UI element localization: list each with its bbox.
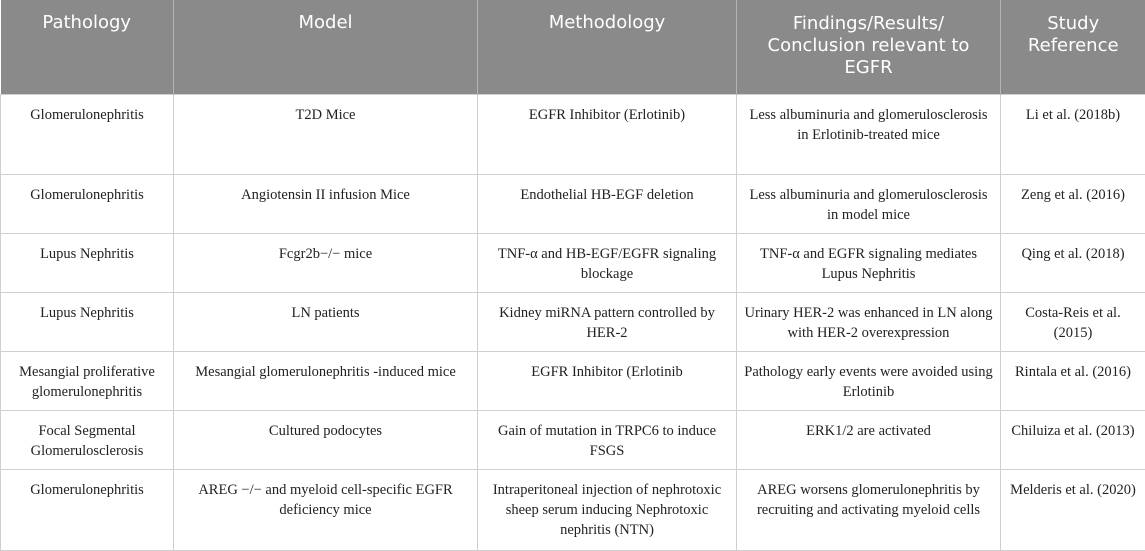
cell-reference: Costa-Reis et al. (2015) <box>1001 292 1145 351</box>
table-row <box>1 351 1145 410</box>
table-row <box>1 233 1145 292</box>
table-row <box>1 292 1145 351</box>
cell-pathology: Glomerulonephritis <box>1 94 174 174</box>
header-study-reference: Study Reference <box>1001 0 1145 94</box>
header-row <box>1 0 1145 94</box>
cell-pathology: Lupus Nephritis <box>1 233 174 292</box>
cell-reference: Chiluiza et al. (2013) <box>1001 410 1145 469</box>
cell-findings: Pathology early events were avoided using Erlotinib <box>737 351 1001 410</box>
cell-model: Fcgr2b−/− mice <box>174 233 478 292</box>
cell-model: Mesangial glomerulonephritis -induced mice <box>174 351 478 410</box>
header-methodology: Methodology <box>478 0 737 94</box>
cell-pathology: Mesangial proliferative glomerulonephritis <box>1 351 174 410</box>
cell-methodology: EGFR Inhibitor (Erlotinib <box>478 351 737 410</box>
cell-reference: Zeng et al. (2016) <box>1001 174 1145 233</box>
table-row <box>1 94 1145 174</box>
cell-reference: Li et al. (2018b) <box>1001 94 1145 174</box>
cell-model: T2D Mice <box>174 94 478 174</box>
table-row <box>1 469 1145 550</box>
cell-findings: Less albuminuria and glomerulosclerosis in Erlotinib-treated mice <box>737 94 1001 174</box>
cell-model: AREG −/− and myeloid cell-specific EGFR deficiency mice <box>174 469 478 550</box>
cell-findings: ERK1/2 are activated <box>737 410 1001 469</box>
cell-model: Cultured podocytes <box>174 410 478 469</box>
cell-methodology: Endothelial HB-EGF deletion <box>478 174 737 233</box>
cell-findings: TNF-α and EGFR signaling mediates Lupus Nephritis <box>737 233 1001 292</box>
table-header <box>1 0 1145 94</box>
cell-reference: Qing et al. (2018) <box>1001 233 1145 292</box>
cell-pathology: Focal Segmental Glomerulosclerosis <box>1 410 174 469</box>
cell-findings: Urinary HER-2 was enhanced in LN along with HER-2 overexpression <box>737 292 1001 351</box>
header-model: Model <box>174 0 478 94</box>
cell-pathology: Glomerulonephritis <box>1 469 174 550</box>
cell-model: LN patients <box>174 292 478 351</box>
cell-methodology: TNF-α and HB-EGF/EGFR signaling blockage <box>478 233 737 292</box>
table-row <box>1 174 1145 233</box>
table-body <box>1 94 1145 550</box>
cell-methodology: EGFR Inhibitor (Erlotinib) <box>478 94 737 174</box>
cell-methodology: Gain of mutation in TRPC6 to induce FSGS <box>478 410 737 469</box>
cell-findings: Less albuminuria and glomerulosclerosis in model mice <box>737 174 1001 233</box>
cell-model: Angiotensin II infusion Mice <box>174 174 478 233</box>
cell-pathology: Lupus Nephritis <box>1 292 174 351</box>
cell-pathology: Glomerulonephritis <box>1 174 174 233</box>
cell-methodology: Intraperitoneal injection of nephrotoxic sheep serum inducing Nephrotoxic nephritis (NTN) <box>478 469 737 550</box>
cell-methodology: Kidney miRNA pattern controlled by HER-2 <box>478 292 737 351</box>
table-row <box>1 410 1145 469</box>
cell-reference: Rintala et al. (2016) <box>1001 351 1145 410</box>
header-findings: Findings/Results/ Conclusion relevant to EGFR <box>737 0 1001 94</box>
cell-findings: AREG worsens glomerulonephritis by recruiting and activating myeloid cells <box>737 469 1001 550</box>
cell-reference: Melderis et al. (2020) <box>1001 469 1145 550</box>
header-pathology: Pathology <box>1 0 174 94</box>
